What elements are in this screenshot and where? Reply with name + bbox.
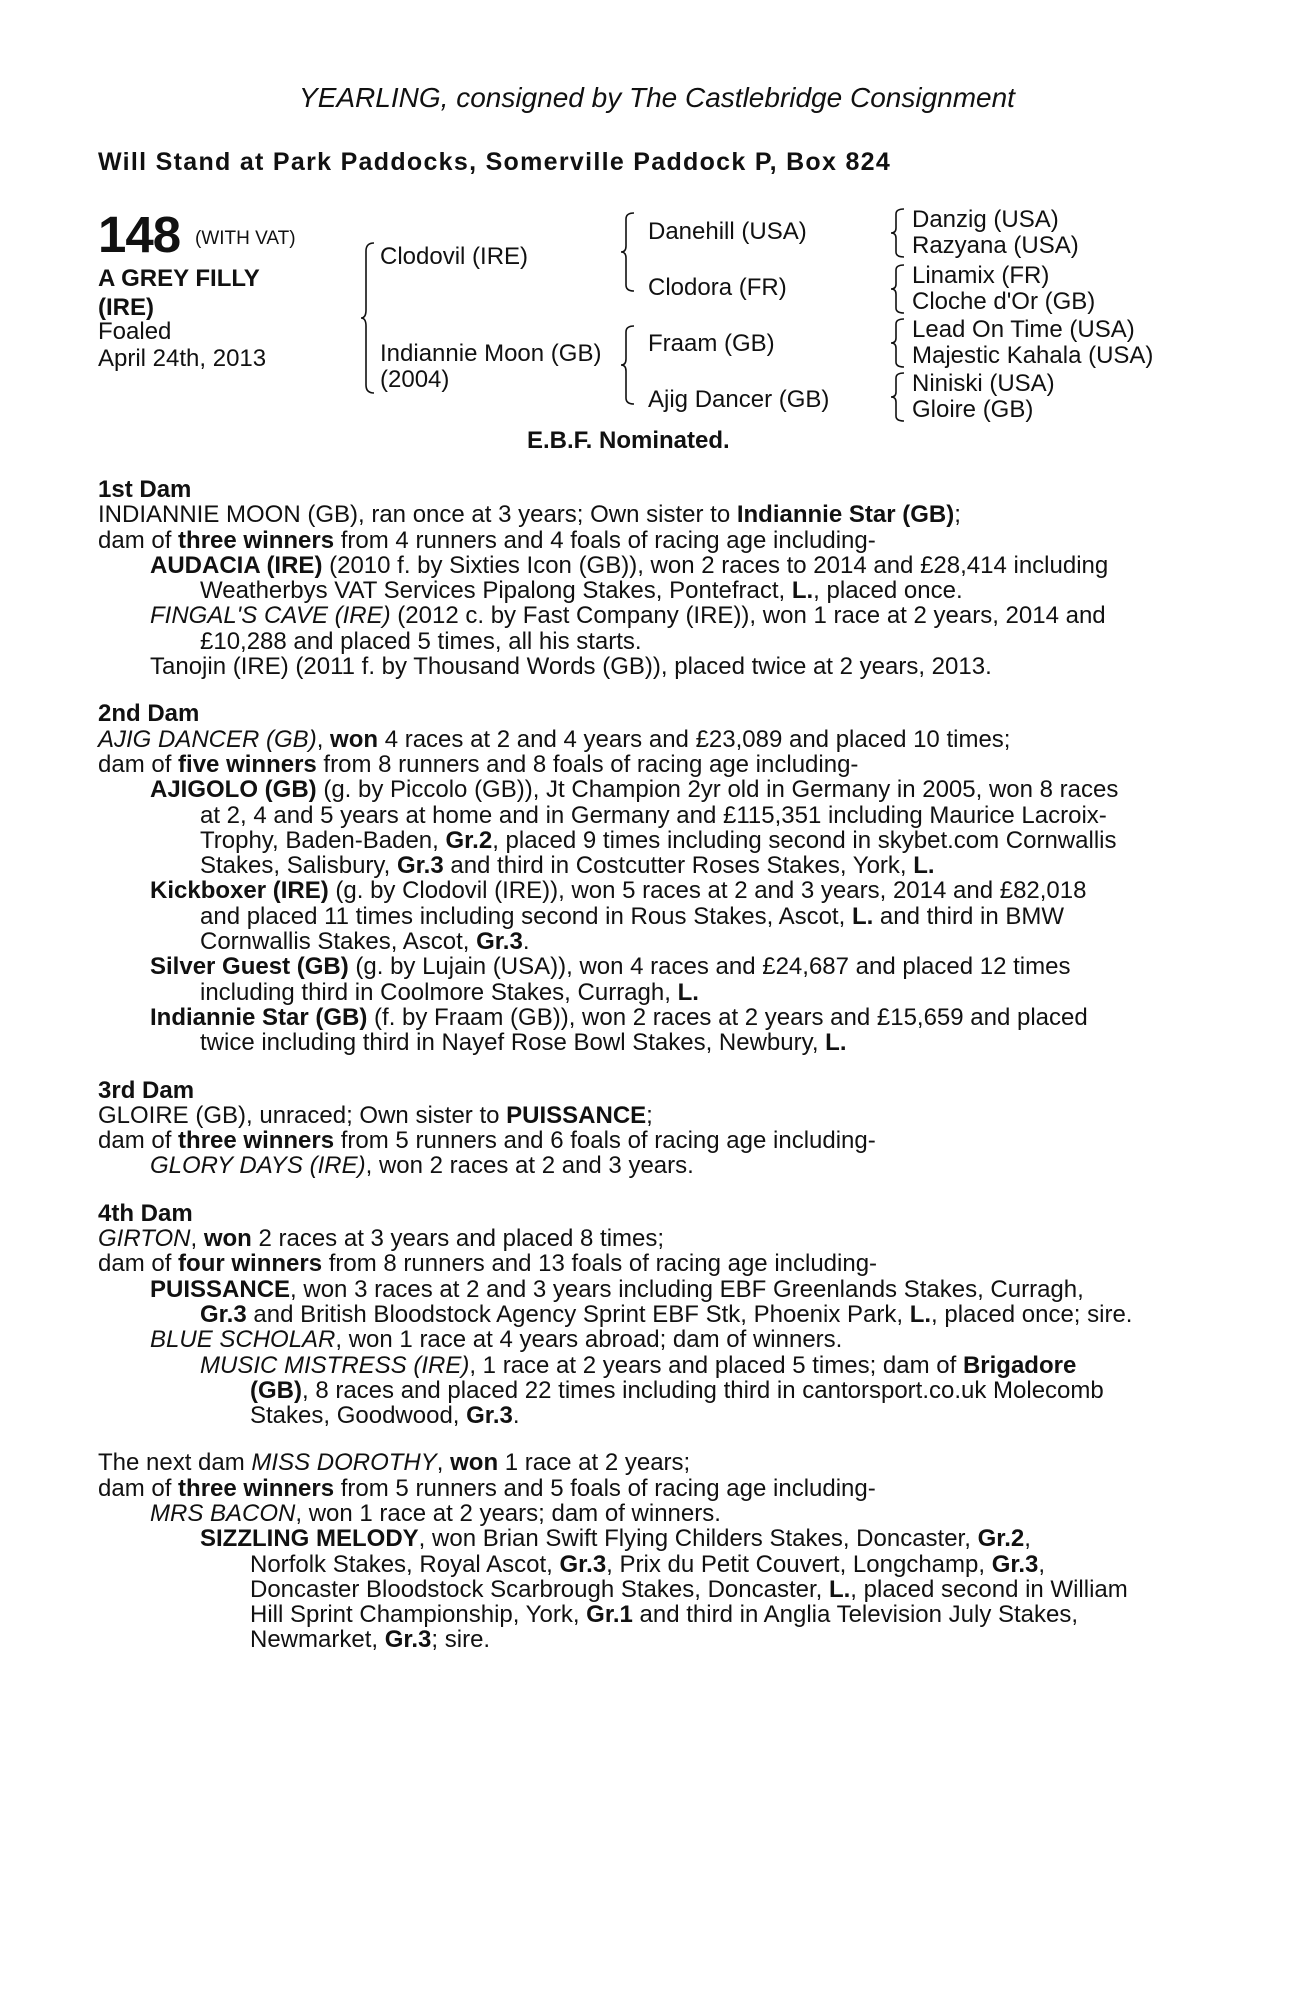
catalogue-text — [98, 477, 1208, 1653]
produce-kickboxer-cont-1: and placed 11 times including second in Rous Stakes, Ascot, L. and third in BMW — [200, 902, 1064, 930]
pedigree-dam-sire: Fraam (GB) — [648, 330, 775, 357]
second-dam-produce-line: dam of five winners from 8 runners and 8 foals of racing age including- — [98, 750, 859, 778]
fourth-dam-heading: 4th Dam — [98, 1199, 193, 1227]
foaled-date: April 24th, 2013 — [98, 345, 267, 372]
sex-line-2: (IRE) — [98, 294, 154, 321]
pedigree-sire-dam: Clodora (FR) — [648, 274, 787, 301]
pedigree-g8: Gloire (GB) — [912, 396, 1034, 423]
produce-ajigolo-cont-3: Stakes, Salisbury, Gr.3 and third in Costcutter Roses Stakes, York, L. — [200, 852, 935, 880]
fourth-dam-line: GIRTON, won 2 races at 3 years and placed 8 times; — [98, 1225, 665, 1253]
produce-ajigolo-cont-1: at 2, 4 and 5 years at home and in Germany and £115,351 including Maurice Lacroix- — [200, 801, 1107, 829]
first-dam-line: INDIANNIE MOON (GB), ran once at 3 years; Own sister to Indiannie Star (GB); — [98, 501, 961, 529]
produce-ajigolo: AJIGOLO (GB) (g. by Piccolo (GB)), Jt Champion 2yr old in Germany in 2005, won 8 races — [150, 776, 1119, 804]
pedigree-bracket-g34 — [890, 264, 906, 314]
ebf-nominated: E.B.F. Nominated. — [527, 427, 730, 454]
third-dam-produce-line: dam of three winners from 5 runners and 6 foals of racing age including- — [98, 1127, 876, 1155]
produce-puissance-cont: Gr.3 and British Bloodstock Agency Sprint EBF Stk, Phoenix Park, L., placed once; sire. — [200, 1300, 1133, 1328]
produce-silver-guest: Silver Guest (GB) (g. by Lujain (USA)), won 4 races and £24,687 and placed 12 times — [150, 953, 1071, 981]
produce-music-mistress-cont-1: (GB), 8 races and placed 22 times including third in cantorsport.co.uk Molecomb — [250, 1376, 1104, 1404]
produce-sizzling-melody-cont-2: Doncaster Bloodstock Scarbrough Stakes, Doncaster, L., placed second in William — [250, 1575, 1128, 1603]
lot-number: 148 — [98, 206, 181, 263]
first-dam-produce-line: dam of three winners from 4 runners and 4 foals of racing age including- — [98, 526, 876, 554]
produce-blue-scholar: BLUE SCHOLAR, won 1 race at 4 years abroad; dam of winners. — [150, 1326, 843, 1354]
pedigree-g3: Linamix (FR) — [912, 262, 1050, 289]
pedigree-sire-sire: Danehill (USA) — [648, 218, 807, 245]
pedigree-bracket-dam — [620, 325, 636, 405]
next-dam-produce-line: dam of three winners from 5 runners and 5 foals of racing age including- — [98, 1474, 876, 1502]
pedigree-sire: Clodovil (IRE) — [380, 243, 529, 270]
produce-fingals-cave: FINGAL'S CAVE (IRE) (2012 c. by Fast Company (IRE)), won 1 race at 2 years, 2014 and — [150, 602, 1106, 630]
pedigree-g2: Razyana (USA) — [912, 232, 1079, 259]
pedigree-bracket-main — [360, 242, 376, 394]
pedigree-g6: Majestic Kahala (USA) — [912, 342, 1154, 369]
produce-indiannie-star: Indiannie Star (GB) (f. by Fraam (GB)), won 2 races at 2 years and £15,659 and placed — [150, 1003, 1088, 1031]
produce-sizzling-melody-cont-1: Norfolk Stakes, Royal Ascot, Gr.3, Prix du Petit Couvert, Longchamp, Gr.3, — [250, 1550, 1046, 1578]
third-dam-heading: 3rd Dam — [98, 1076, 195, 1104]
produce-kickboxer: Kickboxer (IRE) (g. by Clodovil (IRE)), won 5 races at 2 and 3 years, 2014 and £82,018 — [150, 877, 1087, 905]
first-dam-heading: 1st Dam — [98, 476, 192, 503]
produce-tanojin: Tanojin (IRE) (2011 f. by Thousand Words (GB)), placed twice at 2 years, 2013. — [150, 653, 992, 681]
produce-puissance: PUISSANCE, won 3 races at 2 and 3 years including EBF Greenlands Stakes, Curragh, — [150, 1275, 1084, 1303]
produce-sizzling-melody-cont-3: Hill Sprint Championship, York, Gr.1 and third in Anglia Television July Stakes, — [250, 1601, 1079, 1629]
vat-label: (WITH VAT) — [195, 228, 296, 249]
consignor-line: YEARLING, consigned by The Castlebridge Consignment — [299, 82, 1015, 113]
pedigree-dam: Indiannie Moon (GB) — [380, 340, 602, 367]
pedigree-g5: Lead On Time (USA) — [912, 316, 1135, 343]
pedigree-g7: Niniski (USA) — [912, 370, 1055, 397]
pedigree-g1: Danzig (USA) — [912, 206, 1059, 233]
lot-description — [98, 264, 260, 322]
second-dam-line: AJIG DANCER (GB), won 4 races at 2 and 4 years and £23,089 and placed 10 times; — [98, 725, 1011, 753]
produce-glory-days: GLORY DAYS (IRE), won 2 races at 2 and 3 years. — [150, 1152, 694, 1180]
produce-music-mistress-cont-2: Stakes, Goodwood, Gr.3. — [250, 1402, 520, 1430]
pedigree-g4: Cloche d'Or (GB) — [912, 288, 1096, 315]
fourth-dam-produce-line: dam of four winners from 8 runners and 13 foals of racing age including- — [98, 1250, 878, 1278]
pedigree-bracket-sire — [620, 212, 636, 292]
pedigree-dam-year: (2004) — [380, 366, 450, 393]
third-dam-line: GLOIRE (GB), unraced; Own sister to PUISSANCE; — [98, 1101, 653, 1129]
produce-kickboxer-cont-2: Cornwallis Stakes, Ascot, Gr.3. — [200, 928, 530, 956]
produce-music-mistress: MUSIC MISTRESS (IRE), 1 race at 2 years and placed 5 times; dam of Brigadore — [200, 1351, 1077, 1379]
pedigree-bracket-g56 — [890, 318, 906, 368]
second-dam-heading: 2nd Dam — [98, 700, 200, 728]
pedigree-bracket-g12 — [890, 208, 906, 258]
produce-audacia: AUDACIA (IRE) (2010 f. by Sixties Icon (GB)), won 2 races to 2014 and £28,414 including — [150, 551, 1109, 579]
sex-line-1: A GREY FILLY — [98, 265, 260, 292]
produce-fingals-cave-cont: £10,288 and placed 5 times, all his starts. — [200, 627, 642, 655]
pedigree-dam-dam: Ajig Dancer (GB) — [648, 386, 830, 413]
produce-mrs-bacon: MRS BACON, won 1 race at 2 years; dam of winners. — [150, 1499, 721, 1527]
produce-sizzling-melody: SIZZLING MELODY, won Brian Swift Flying Childers Stakes, Doncaster, Gr.2, — [200, 1525, 1031, 1553]
produce-sizzling-melody-cont-4: Newmarket, Gr.3; sire. — [250, 1626, 491, 1654]
next-dam-line: The next dam MISS DOROTHY, won 1 race at 2 years; — [98, 1449, 691, 1477]
pedigree-bracket-g78 — [890, 372, 906, 422]
foaled-info — [98, 318, 266, 372]
foaled-label: Foaled — [98, 318, 172, 345]
produce-ajigolo-cont-2: Trophy, Baden-Baden, Gr.2, placed 9 times including second in skybet.com Cornwallis — [200, 826, 1117, 854]
produce-indiannie-star-cont: twice including third in Nayef Rose Bowl Stakes, Newbury, L. — [200, 1029, 847, 1057]
produce-silver-guest-cont: including third in Coolmore Stakes, Curragh, L. — [200, 978, 699, 1006]
stand-location: Will Stand at Park Paddocks, Somerville Paddock P, Box 824 — [98, 148, 892, 176]
produce-audacia-cont: Weatherbys VAT Services Pipalong Stakes, Pontefract, L., placed once. — [200, 577, 963, 605]
